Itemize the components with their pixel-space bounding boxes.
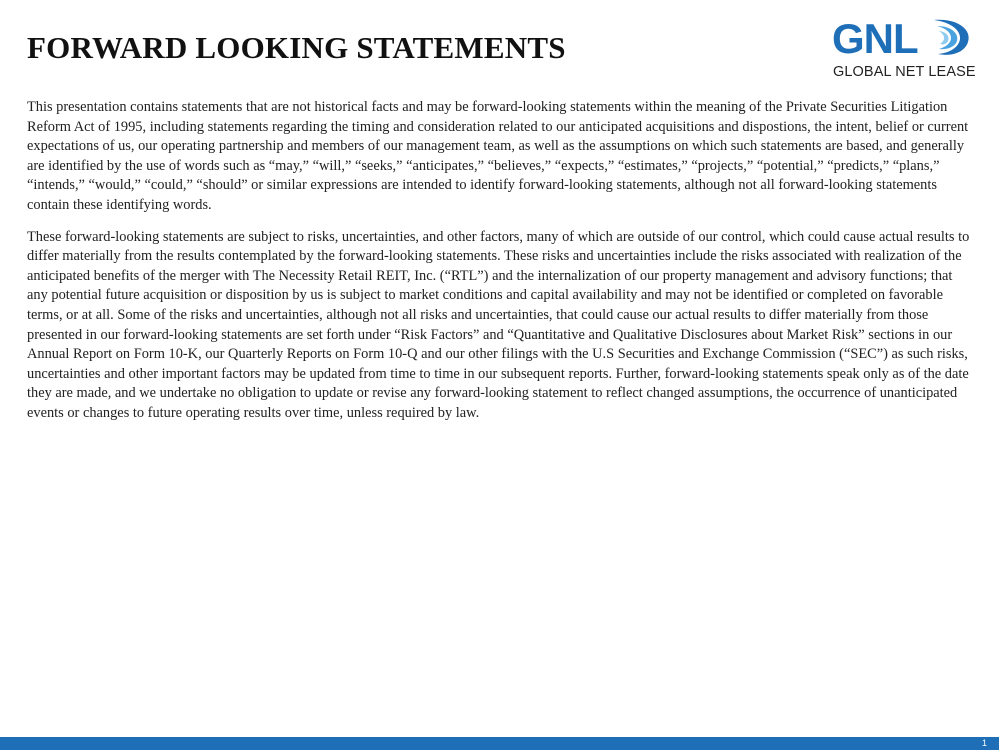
logo-wordmark: GNL — [832, 15, 918, 62]
logo-swirl-icon — [928, 16, 974, 58]
statement-body — [27, 98, 972, 436]
page-number: 1 — [981, 738, 987, 748]
footer-bar — [0, 737, 999, 750]
gnl-logo — [832, 14, 982, 84]
paragraph-1: This presentation contains statements that are not historical facts and may be forward-looking statements within the meaning of the Private Securities Litigation Reform Act of 1995, including statements regarding the timing and consideration related to our anticipated acquisitions and dispostions, the intent, belief or current expectations of us, our operating partnership and members of our management team, as well as the assumptions on which such statements are based, and generally are identified by the use of words such as “may,” “will,” “seeks,” “anticipates,” “believes,” “expects,” “estimates,” “projects,” “potential,” “predicts,” “plans,” “intends,” “would,” “could,” “should” or similar expressions are intended to identify forward-looking statements, although not all forward-looking statements contain these identifying words. — [27, 99, 969, 213]
logo-tagline: GLOBAL NET LEASE — [833, 64, 976, 80]
paragraph-2: These forward-looking statements are subject to risks, uncertainties, and other factors, many of which are outside of our control, which could cause actual results to differ materially from the results contemplated by the forward-looking statements. These risks and uncertainties include the risks associated with realization of the anticipated benefits of the merger with The Necessity Retail REIT, Inc. (“RTL”) and the internalization of our property management and advisory functions; that any potential future acquisition or disposition by us is subject to market conditions and capital availability and may not be identified or completed on favorable terms, or at all. Some of the risks and uncertainties, although not all risks and uncertainties, that could cause our actual results to differ materially from those presented in our forward-looking statements are set forth under “Risk Factors” and “Quantitative and Qualitative Disclosures about Market Risk” sections in our Annual Report on Form 10-K, our Quarterly Reports on Form 10-Q and our other filings with the U.S Securities and Exchange Commission (“SEC”) as such risks, uncertainties and other important factors may be updated from time to time in our subsequent reports. Further, forward-looking statements speak only as of the date they are made, and we undertake no obligation to update or revise any forward-looking statement to reflect changed assumptions, the occurrence of unanticipated events or changes to future operating results over time, unless required by law. — [27, 228, 970, 421]
page-title: FORWARD LOOKING STATEMENTS — [27, 30, 566, 65]
